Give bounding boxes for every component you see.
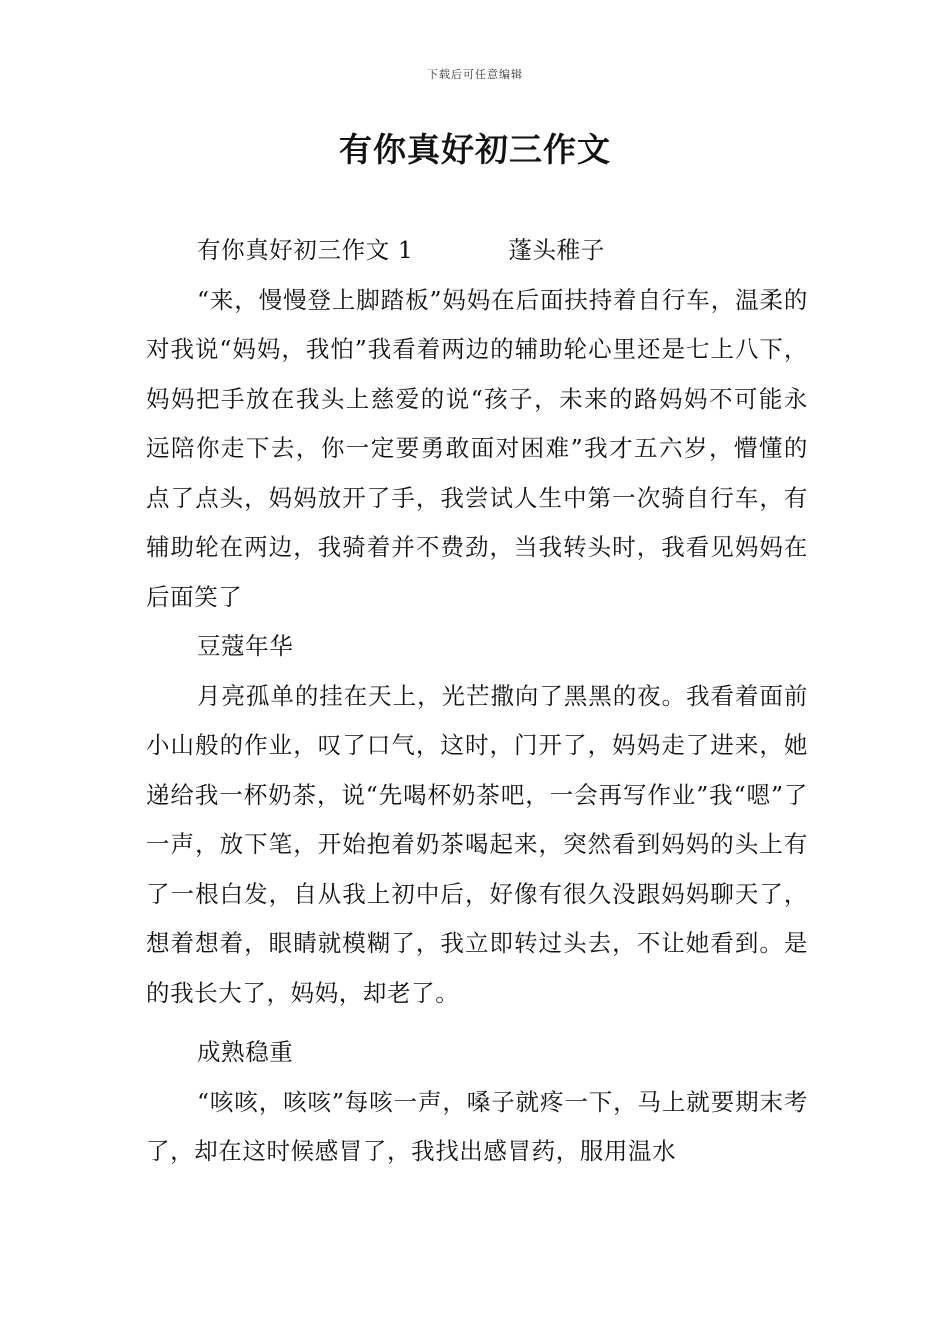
section-heading-3: 成熟稳重 [197, 1038, 294, 1066]
section-heading-2: 豆蔻年华 [197, 632, 294, 660]
document-body [146, 226, 808, 1177]
spacer [146, 1018, 808, 1028]
paragraph-3: “咳咳，咳咳”每咳一声，嗓子就疼一下，马上就要期末考了，却在这时候感冒了，我找出感冒药，服用温水 [146, 1087, 808, 1165]
author-name: 蓬头稚子 [508, 236, 605, 264]
paragraph-1: “来，慢慢登上脚踏板”妈妈在后面扶持着自行车，温柔的对我说“妈妈，我怕”我看着两边的辅助轮心里还是七上八下，妈妈把手放在我头上慈爱的说“孩子，未来的路妈妈不可能永远陪你走下去，你一定要勇敢面对困难”我才五六岁，懵懂的点了点头，妈妈放开了手，我尝试人生中第一次骑自行车，有辅助轮在两边，我骑着并不费劲，当我转头时，我看见妈妈在后面笑了 [146, 285, 808, 611]
section-heading-1-text: 有你真好初三作文 1 [197, 236, 414, 264]
section-heading-1 [146, 226, 808, 276]
header-note: 下载后可任意编辑 [427, 68, 523, 81]
paragraph-2: 月亮孤单的挂在天上，光芒撒向了黑黑的夜。我看着面前小山般的作业，叹了口气，这时，门开了，妈妈走了进来，她递给我一杯奶茶，说“先喝杯奶茶吧，一会再写作业”我“嗯”了一声，放下笔，开始抱着奶茶喝起来，突然看到妈妈的头上有了一根白发，自从我上初中后，好像有很久没跟妈妈聊天了，想着想着，眼睛就模糊了，我立即转过头去，不让她看到。是的我长大了，妈妈，却老了。 [146, 681, 808, 1007]
document-title: 有你真好初三作文 [339, 130, 611, 169]
